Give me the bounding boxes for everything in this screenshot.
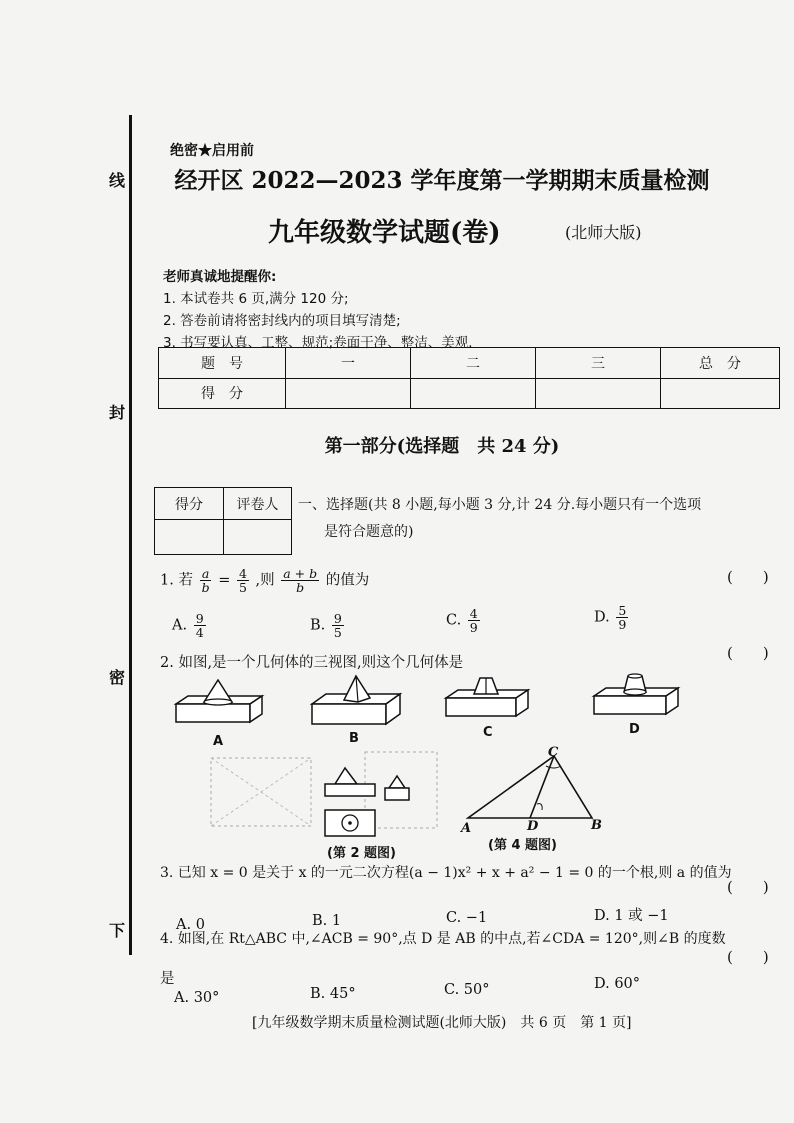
- answer-paren: ( ): [727, 878, 769, 896]
- question-4-stem: 4. 如图,在 Rt△ABC 中,∠ACB = 90°,点 D 是 AB 的中点,若∠CDA = 120°,则∠B 的度数: [160, 931, 726, 947]
- option-label: C.: [446, 612, 462, 629]
- option-d: D. 60°: [594, 976, 641, 992]
- score-table-cell: 一: [286, 348, 411, 379]
- fraction-denominator: 4: [195, 625, 204, 640]
- part1-title: 第一部分(选择题 共 24 分): [324, 436, 560, 457]
- equals-sign: =: [218, 572, 231, 589]
- fraction-numerator: a + b: [283, 566, 318, 581]
- figure-4-caption: (第 4 题图): [488, 838, 557, 853]
- fraction-numerator: 5: [618, 603, 627, 618]
- margin-char-feng: 封: [109, 403, 126, 422]
- grader-box: [154, 487, 292, 555]
- score-table: [158, 347, 780, 409]
- option-label: D.: [594, 609, 610, 626]
- fraction-denominator: 9: [469, 620, 478, 635]
- question-4-stem-cont: 是: [160, 971, 175, 987]
- margin-char-xian: 线: [109, 171, 126, 190]
- option-d: [594, 604, 630, 631]
- figure-2-caption: (第 2 题图): [327, 846, 396, 861]
- figure-4-label-a: A: [461, 821, 472, 836]
- instructions-line: 一、选择题(共 8 小题,每小题 3 分,计 24 分.每小题只有一个选项: [298, 497, 702, 513]
- question-1-prefix: 1. 若: [160, 572, 193, 589]
- answer-paren: ( ): [727, 568, 769, 586]
- option-a: [172, 612, 208, 639]
- figure-4-label-d: D: [527, 819, 539, 834]
- fraction-a-plus-b-over-b: [281, 567, 319, 594]
- figure-4-label-c: C: [548, 745, 559, 760]
- fraction-denominator: 5: [238, 580, 247, 595]
- score-table-cell: [536, 378, 661, 409]
- exam-edition: (北师大版): [565, 223, 642, 242]
- exam-subtitle: 九年级数学试题(卷): [268, 218, 501, 248]
- question-2-stem: 2. 如图,是一个几何体的三视图,则这个几何体是: [160, 655, 464, 671]
- section-instructions: [298, 492, 778, 546]
- score-table-cell: 三: [536, 348, 661, 379]
- fraction-numerator: 9: [333, 611, 342, 626]
- shape-label-d: D: [629, 722, 640, 737]
- reminder-item: 2. 答卷前请将密封线内的项目填写清楚;: [163, 313, 401, 329]
- option-label: B.: [310, 617, 326, 634]
- figure-4-label-b: B: [591, 818, 602, 833]
- score-table-cell: [661, 378, 780, 409]
- option-c: C. 50°: [444, 982, 490, 998]
- fraction-numerator: 9: [195, 611, 204, 626]
- shape-label-c: C: [483, 725, 493, 740]
- score-table-cell: 题 号: [159, 348, 286, 379]
- grader-score-cell: [155, 520, 224, 555]
- score-table-cell: 二: [411, 348, 536, 379]
- question-1-stem: [160, 567, 369, 594]
- score-table-cell: [286, 378, 411, 409]
- score-table-cell: 总 分: [661, 348, 780, 379]
- fraction-numerator: 4: [469, 606, 478, 621]
- option-c: C. −1: [446, 910, 488, 926]
- grader-label-score: 得分: [155, 488, 224, 520]
- margin-char-xia: 下: [109, 921, 126, 940]
- shape-c-frustum-pyramid-on-slab: [442, 672, 532, 724]
- fraction-denominator: 9: [618, 617, 627, 632]
- question-1-suffix: 的值为: [325, 572, 370, 589]
- answer-paren: ( ): [727, 948, 769, 966]
- option-b: B. 1: [312, 913, 342, 929]
- option-label: A.: [172, 617, 188, 634]
- option-c: [446, 607, 482, 634]
- shape-label-a: A: [213, 734, 224, 749]
- option-fraction: [332, 612, 344, 639]
- grader-label-reviewer: 评卷人: [224, 488, 292, 520]
- option-fraction: [616, 604, 628, 631]
- figure-2-three-views: [205, 748, 445, 838]
- shape-a-cone-on-slab: [170, 676, 266, 732]
- page-footer: [九年级数学期末质量检测试题(北师大版) 共 6 页 第 1 页]: [252, 1015, 632, 1031]
- option-b: [310, 612, 346, 639]
- question-1-connector: ,则: [255, 572, 275, 589]
- margin-char-mi: 密: [109, 668, 126, 687]
- fraction-4-over-5: [237, 567, 249, 594]
- grader-reviewer-cell: [224, 520, 292, 555]
- score-table-cell: 得 分: [159, 378, 286, 409]
- shape-d-frustum-cone-on-slab: [590, 672, 682, 722]
- exam-title: 经开区 2022—2023 学年度第一学期期末质量检测: [174, 167, 710, 194]
- shape-label-b: B: [349, 731, 359, 746]
- option-fraction: [194, 612, 206, 639]
- fraction-numerator: a: [201, 566, 210, 581]
- fraction-denominator: 5: [333, 625, 342, 640]
- reminder-heading: 老师真诚地提醒你:: [163, 269, 277, 285]
- fraction-numerator: 4: [238, 566, 247, 581]
- fraction-denominator: b: [296, 580, 305, 595]
- option-b: B. 45°: [310, 986, 356, 1002]
- fraction-a-over-b: [200, 567, 212, 594]
- option-a: A. 0: [176, 917, 205, 933]
- score-table-score-row: [159, 378, 780, 409]
- score-table-header-row: [159, 348, 780, 379]
- reminder-item: 3. 书写要认真、工整、规范;卷面干净、整洁、美观.: [163, 335, 473, 351]
- option-a: A. 30°: [174, 990, 220, 1006]
- shape-b-pyramid-on-slab: [308, 672, 404, 732]
- instructions-line: 是符合题意的): [324, 524, 414, 540]
- binding-line: [129, 115, 132, 955]
- question-3-stem: 3. 已知 x = 0 是关于 x 的一元二次方程(a − 1)x² + x + a² − 1 = 0 的一个根,则 a 的值为: [160, 865, 732, 881]
- option-fraction: [468, 607, 480, 634]
- score-table-cell: [411, 378, 536, 409]
- confidential-note: 绝密★启用前: [170, 143, 254, 159]
- option-d: D. 1 或 −1: [594, 908, 669, 924]
- answer-paren: ( ): [727, 644, 769, 662]
- fraction-denominator: b: [201, 580, 210, 595]
- reminder-item: 1. 本试卷共 6 页,满分 120 分;: [163, 291, 349, 307]
